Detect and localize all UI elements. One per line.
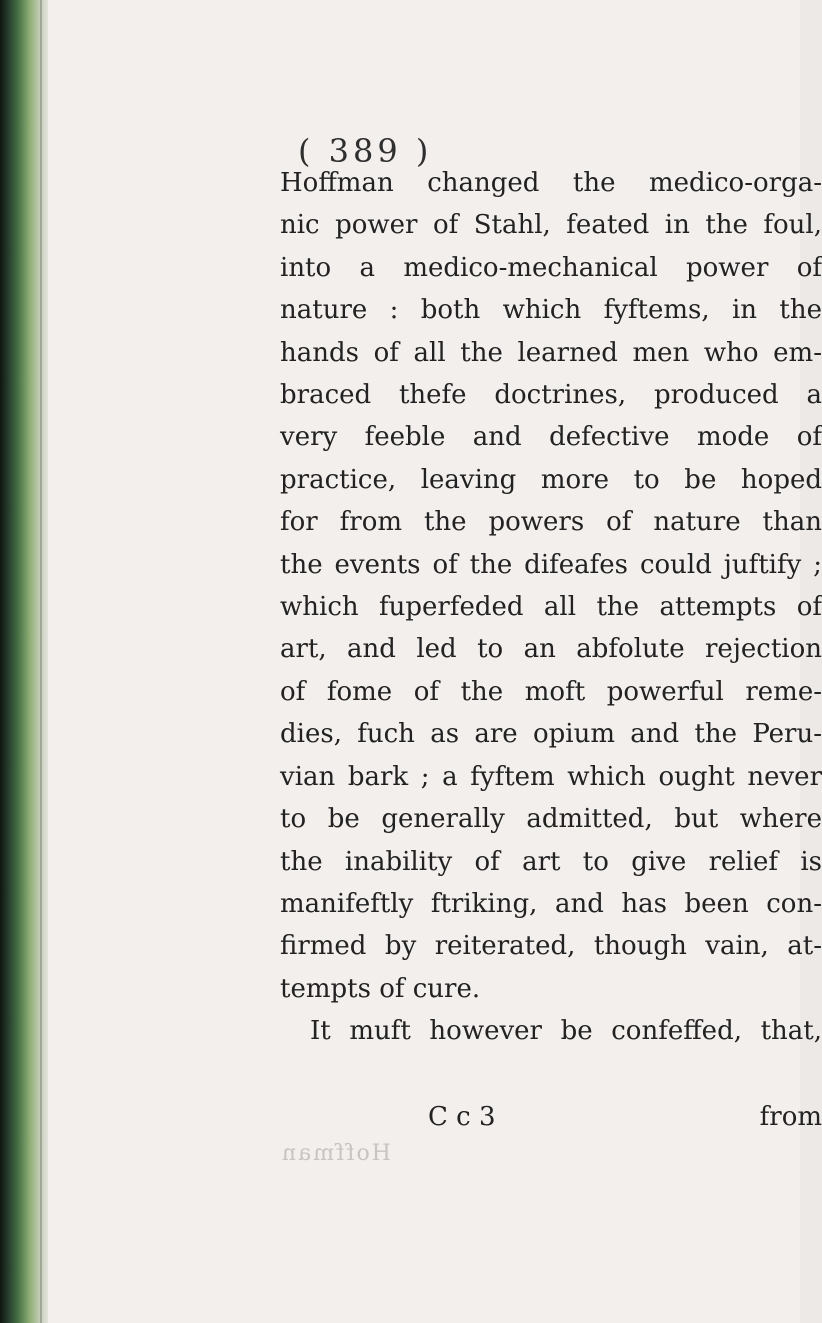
body-text [280,162,822,1053]
text-line: the events of the difeafes could juftify ; [280,549,822,580]
text-line: to be generally admitted, but where [280,804,822,835]
text-line: Hoffman changed the medico-orga- [280,168,822,198]
text-line: braced thefe doctrines, produced a [280,380,822,411]
book-binding-edge [0,0,48,1323]
text-line: tempts of cure. [280,973,481,1004]
text-line: hands of all the learned men who em- [280,337,822,368]
text-line: firmed by reiterated, though vain, at- [280,931,822,962]
text-line: dies, fuch as are opium and the Peru- [280,719,822,750]
text-line: practice, leaving more to be hoped [280,464,822,495]
text-line: nature : both which fyftems, in the [280,295,822,326]
page-number: ( 389 ) [298,132,433,170]
book-page [48,0,822,1323]
text-line: It muft however be confeffed, that, [310,1016,822,1047]
text-line: manifeftly ftriking, and has been con- [280,888,822,919]
text-line: of fome of the moft powerful reme- [280,676,822,707]
text-line: for from the powers of nature than [280,507,822,538]
catchword: from [759,1102,822,1132]
text-line: into a medico-mechanical power of [280,252,822,283]
text-line: nic power of Stahl, feated in the foul, [280,210,822,241]
signature-mark: C c 3 [428,1102,496,1132]
text-line: art, and led to an abfolute rejection [280,634,822,665]
text-line: vian bark ; a fyftem which ought never [280,761,822,792]
text-line: which fuperfeded all the attempts of [280,592,822,623]
text-line: the inability of art to give relief is [280,846,822,877]
text-line: very feeble and defective mode of [280,422,822,453]
bleed-through-text: Hoffman [280,1141,391,1166]
